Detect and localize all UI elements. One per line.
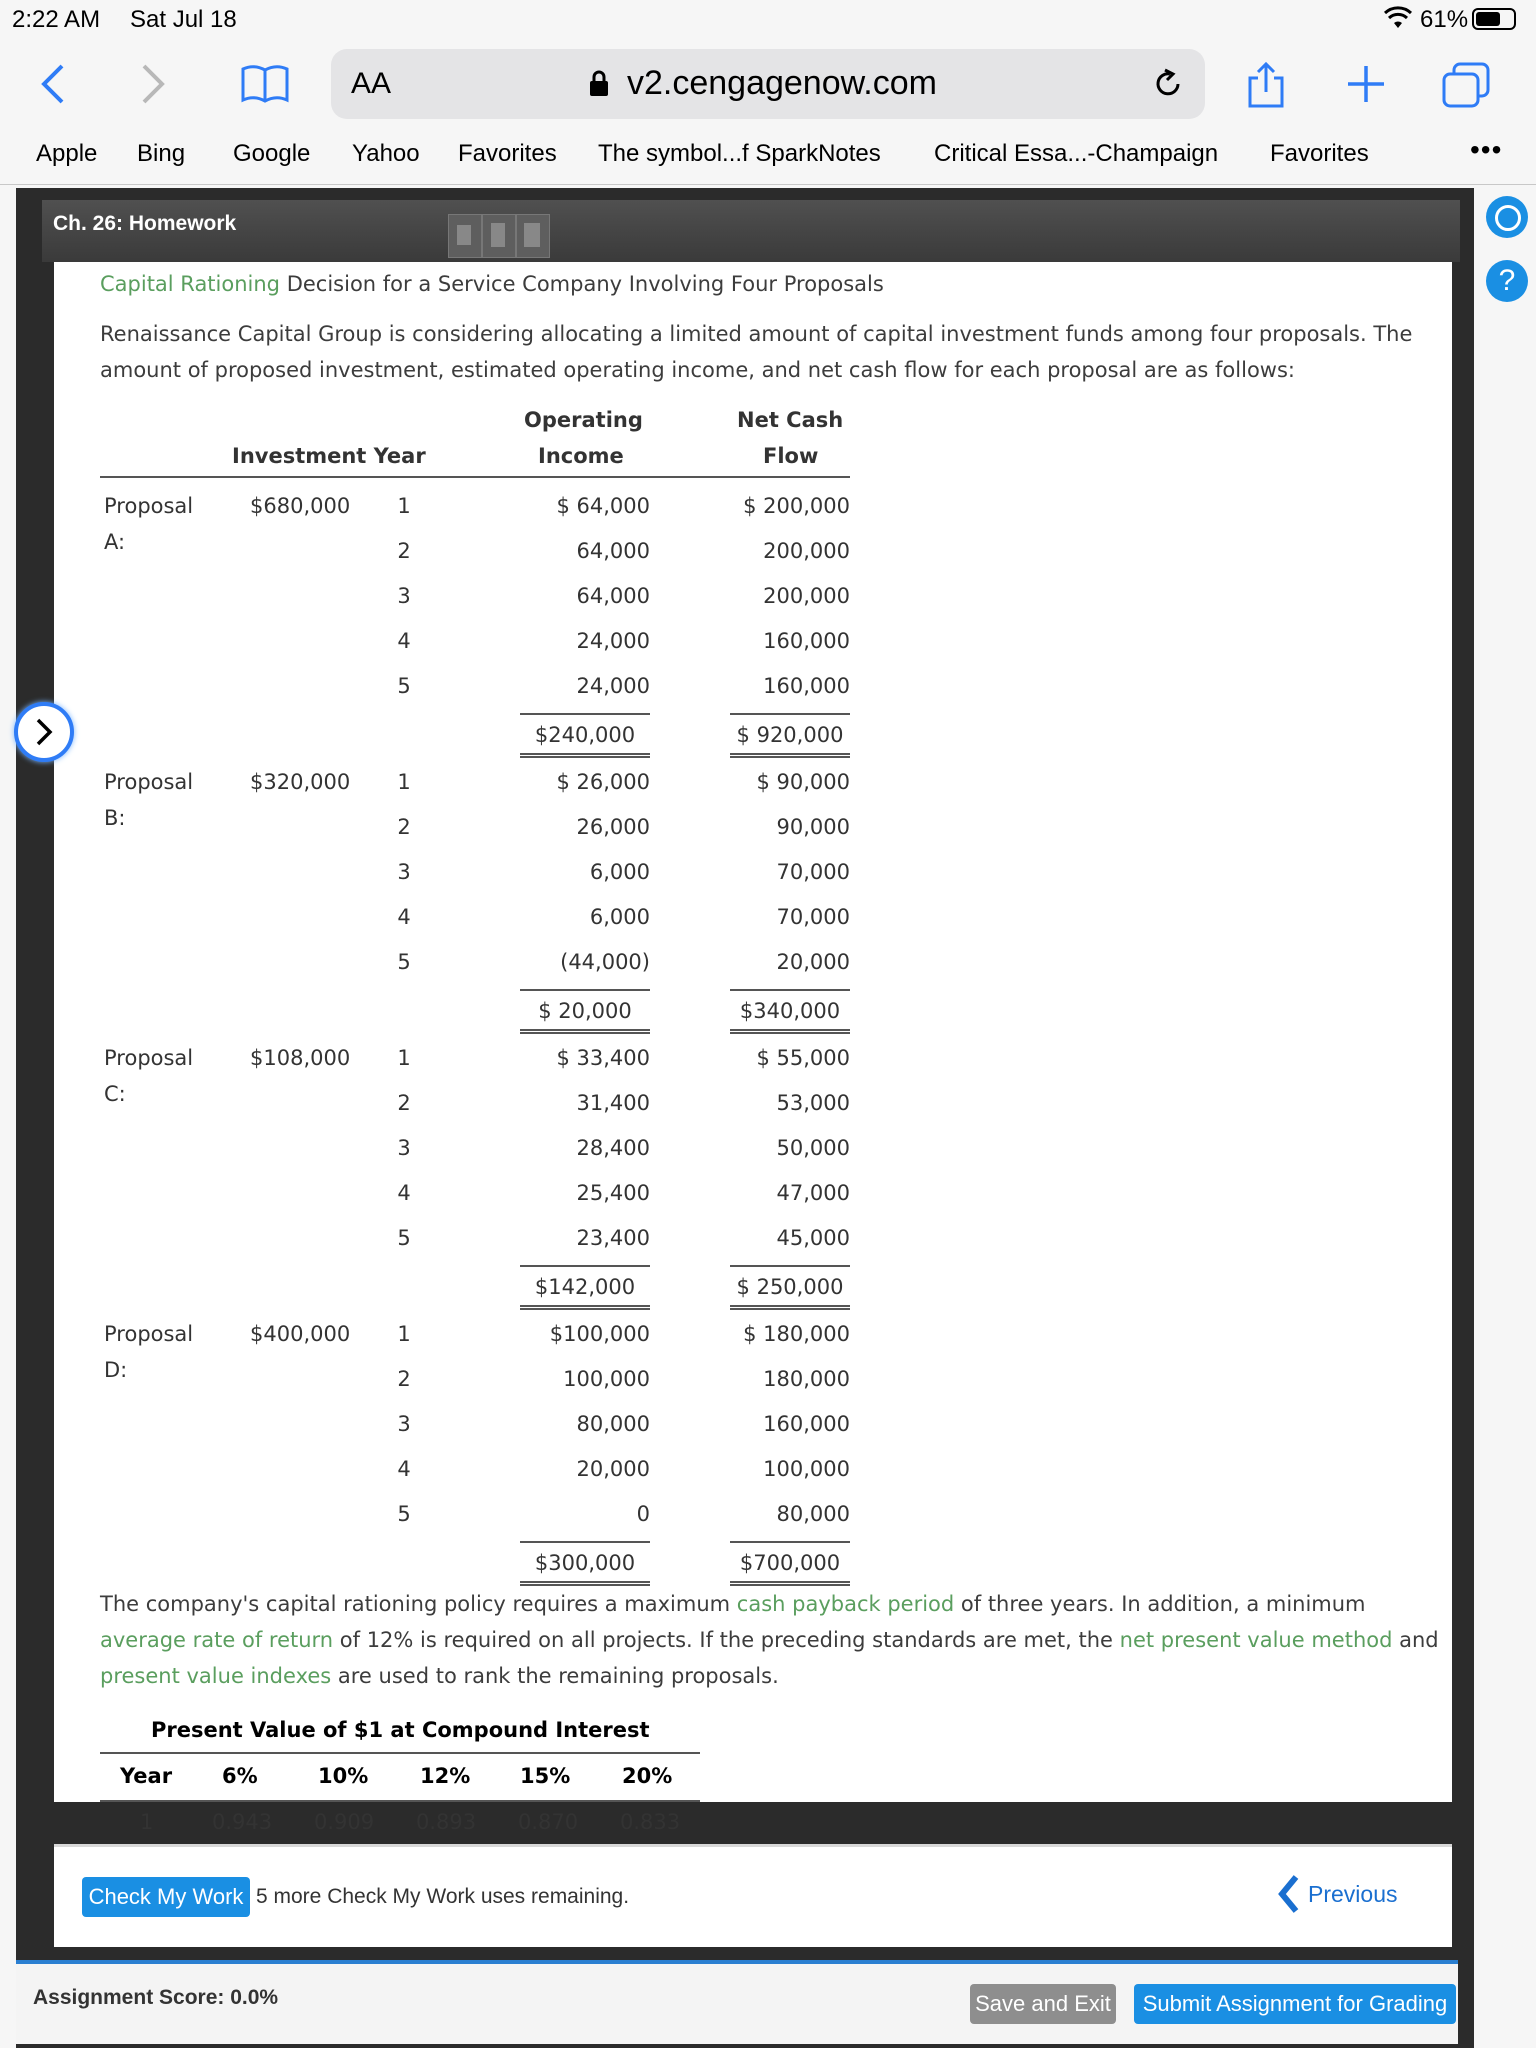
favorite-google[interactable]: Google: [233, 140, 311, 167]
income-total-double-rule: [520, 753, 650, 758]
more-icon[interactable]: •••: [1470, 134, 1503, 165]
year-cell: 4: [397, 629, 411, 653]
cash-subtotal-rule: [730, 713, 850, 715]
save-and-exit-button[interactable]: Save and Exit: [970, 1984, 1116, 2024]
assignment-bar: [16, 1960, 1458, 2044]
cash-flow-total: $340,000: [739, 999, 841, 1023]
check-work-footer: Check My Work 5 more Check My Work uses remaining. Previous: [54, 1844, 1452, 1947]
ebook-icon[interactable]: [448, 214, 482, 258]
year-cell: 5: [397, 950, 411, 974]
year-cell: 5: [397, 1226, 411, 1250]
pv-header-15: 15%: [520, 1764, 571, 1788]
status-date: Sat Jul 18: [130, 6, 237, 33]
cash-flow-cell: 50,000: [776, 1136, 850, 1160]
proposal-investment: $320,000: [250, 770, 351, 794]
proposal-label: Proposal: [104, 1322, 194, 1346]
pv-header-6: 6%: [222, 1764, 258, 1788]
policy-text: and: [1392, 1628, 1439, 1652]
proposal-label: Proposal: [104, 494, 194, 518]
proposal-letter: C:: [104, 1082, 126, 1106]
income-total: $142,000: [534, 1275, 636, 1299]
income-cell: (44,000): [560, 950, 650, 974]
income-subtotal-rule: [520, 1265, 650, 1267]
chevron-left-icon: [1276, 1873, 1302, 1915]
income-cell: 6,000: [589, 860, 650, 884]
cash-flow-cell: 45,000: [776, 1226, 850, 1250]
income-cell: 28,400: [576, 1136, 650, 1160]
cash-flow-cell: $ 180,000: [743, 1322, 850, 1346]
year-cell: 1: [397, 494, 411, 518]
status-bar: [0, 0, 1536, 40]
pv-cell-6: 0.943: [212, 1810, 273, 1834]
cash-flow-cell: 90,000: [776, 815, 850, 839]
policy-text: of three years. In addition, a minimum: [954, 1592, 1366, 1616]
pv-header-12: 12%: [420, 1764, 471, 1788]
cash-flow-cell: 20,000: [776, 950, 850, 974]
pv-header-20: 20%: [622, 1764, 673, 1788]
income-subtotal-rule: [520, 989, 650, 991]
cash-subtotal-rule: [730, 989, 850, 991]
forward-icon[interactable]: [138, 62, 168, 106]
wifi-icon: [1384, 8, 1412, 30]
income-cell: $ 33,400: [556, 1046, 650, 1070]
year-cell: 2: [397, 815, 411, 839]
homework-title: Ch. 26: Homework: [53, 212, 237, 235]
income-cell: 0: [636, 1502, 650, 1526]
policy-text: are used to rank the remaining proposals.: [331, 1664, 779, 1688]
new-tab-icon[interactable]: [1346, 64, 1386, 104]
glossary-link[interactable]: present value indexes: [100, 1664, 332, 1688]
proposal-investment: $400,000: [250, 1322, 351, 1346]
proposal-investment: $680,000: [250, 494, 351, 518]
cash-flow-cell: $ 55,000: [756, 1046, 850, 1070]
bookmarks-icon[interactable]: [240, 64, 290, 104]
favorite-bing[interactable]: Bing: [137, 140, 186, 167]
income-cell: 20,000: [576, 1457, 650, 1481]
favorite-yahoo[interactable]: Yahoo: [352, 140, 420, 167]
cash-flow-cell: $ 200,000: [743, 494, 850, 518]
help-icon[interactable]: ?: [1486, 260, 1528, 302]
year-cell: 4: [397, 1457, 411, 1481]
cash-flow-cell: 160,000: [763, 674, 850, 698]
year-cell: 4: [397, 1181, 411, 1205]
cash-flow-cell: 70,000: [776, 860, 850, 884]
cash-total-double-rule: [730, 1029, 850, 1034]
chat-support-icon[interactable]: [1486, 196, 1528, 238]
pv-cell-15: 0.870: [518, 1810, 579, 1834]
lock-icon: [589, 69, 609, 97]
income-subtotal-rule: [520, 1541, 650, 1543]
cash-flow-cell: 100,000: [763, 1457, 850, 1481]
problem-intro: Renaissance Capital Group is considering allocating a limited amount of capital investment funds among four proposals. The amount of proposed investment, estimated operating income, and net cash flow for each proposal are as follows:: [100, 322, 1413, 382]
income-cell: 64,000: [576, 539, 650, 563]
status-time: 2:22 AM: [12, 6, 101, 33]
income-cell: 26,000: [576, 815, 650, 839]
income-total: $240,000: [534, 723, 636, 747]
policy-text: The company's capital rationing policy requires a maximum: [100, 1592, 737, 1616]
chevron-right-icon: [18, 706, 70, 758]
header-investment-year: Investment Year: [232, 444, 426, 468]
reload-icon[interactable]: [1151, 67, 1185, 101]
income-cell: 25,400: [576, 1181, 650, 1205]
favorite-favorites[interactable]: Favorites: [458, 140, 557, 167]
proposal-label: Proposal: [104, 770, 194, 794]
tabs-overview-icon[interactable]: [1442, 62, 1490, 108]
favorite-apple[interactable]: Apple: [36, 140, 98, 167]
income-total-double-rule: [520, 1029, 650, 1034]
header-net-cash: Net Cash: [737, 408, 844, 432]
income-cell: 64,000: [576, 584, 650, 608]
income-total: $ 20,000: [538, 999, 632, 1023]
cash-flow-cell: 160,000: [763, 629, 850, 653]
income-total-double-rule: [520, 1305, 650, 1310]
share-icon[interactable]: [1246, 60, 1286, 110]
pv-cell-year: 1: [140, 1810, 154, 1834]
year-cell: 5: [397, 674, 411, 698]
pv-table-title: Present Value of $1 at Compound Interest: [151, 1718, 650, 1742]
year-cell: 2: [397, 1091, 411, 1115]
cash-flow-cell: 180,000: [763, 1367, 850, 1391]
year-cell: 3: [397, 584, 411, 608]
income-cell: $ 64,000: [556, 494, 650, 518]
year-cell: 3: [397, 1136, 411, 1160]
header-flow: Flow: [763, 444, 819, 468]
proposal-letter: A:: [104, 530, 126, 554]
calculator-icon[interactable]: [482, 214, 516, 258]
battery-percent: 61%: [1420, 6, 1469, 33]
cash-flow-cell: 200,000: [763, 539, 850, 563]
problem-content: [54, 262, 1452, 1834]
remaining-uses-text: 5 more Check My Work uses remaining.: [256, 1885, 630, 1908]
homework-header: [42, 200, 1460, 262]
url-text[interactable]: v2.cengagenow.com: [627, 64, 937, 102]
cash-total-double-rule: [730, 1305, 850, 1310]
glossary-link[interactable]: cash payback period: [736, 1592, 955, 1616]
cash-flow-total: $ 920,000: [736, 723, 844, 747]
cash-flow-total: $ 250,000: [736, 1275, 844, 1299]
cash-flow-cell: 160,000: [763, 1412, 850, 1436]
income-cell: 80,000: [576, 1412, 650, 1436]
cash-flow-cell: 53,000: [776, 1091, 850, 1115]
address-bar[interactable]: [331, 49, 1205, 119]
back-icon[interactable]: [38, 62, 68, 106]
year-cell: 5: [397, 1502, 411, 1526]
check-my-work-button[interactable]: Check My Work: [82, 1877, 250, 1917]
income-cell: 23,400: [576, 1226, 650, 1250]
cash-flow-cell: 80,000: [776, 1502, 850, 1526]
glossary-link[interactable]: net present value method: [1119, 1628, 1393, 1652]
cash-flow-total: $700,000: [739, 1551, 841, 1575]
notes-icon[interactable]: [516, 214, 550, 258]
proposal-letter: D:: [104, 1358, 128, 1382]
cash-flow-cell: 47,000: [776, 1181, 850, 1205]
income-total: $300,000: [534, 1551, 636, 1575]
income-subtotal-rule: [520, 713, 650, 715]
policy-paragraph: [100, 1586, 1440, 1694]
favorite-favorites-2[interactable]: Favorites: [1270, 140, 1369, 167]
favorite-sparknotes[interactable]: The symbol...f SparkNotes: [598, 140, 881, 167]
header-income: Income: [538, 444, 624, 468]
year-cell: 1: [397, 1322, 411, 1346]
capital-rationing-link[interactable]: Capital Rationing: [100, 272, 281, 296]
toolbar-divider: [0, 184, 1536, 185]
battery-icon: [1472, 8, 1516, 30]
pv-header-year: Year: [120, 1764, 173, 1788]
pv-header-rule: [100, 1800, 700, 1802]
year-cell: 2: [397, 1367, 411, 1391]
cash-flow-cell: 70,000: [776, 905, 850, 929]
year-cell: 1: [397, 770, 411, 794]
pv-cell-20: 0.833: [620, 1810, 681, 1834]
income-cell: 24,000: [576, 629, 650, 653]
text-size-button[interactable]: AA: [351, 67, 392, 100]
year-cell: 3: [397, 860, 411, 884]
year-cell: 1: [397, 1046, 411, 1070]
pv-header-10: 10%: [318, 1764, 369, 1788]
assignment-score: Assignment Score: 0.0%: [33, 1986, 279, 2009]
cash-flow-cell: $ 90,000: [756, 770, 850, 794]
pv-cell-10: 0.909: [314, 1810, 375, 1834]
submit-assignment-button[interactable]: Submit Assignment for Grading: [1134, 1984, 1456, 2024]
cash-subtotal-rule: [730, 1541, 850, 1543]
income-cell: 31,400: [576, 1091, 650, 1115]
favorite-critical-essa[interactable]: Critical Essa...-Champaign: [934, 140, 1219, 167]
proposal-label: Proposal: [104, 1046, 194, 1070]
cash-total-double-rule: [730, 753, 850, 758]
income-cell: 24,000: [576, 674, 650, 698]
income-cell: 100,000: [563, 1367, 650, 1391]
cash-subtotal-rule: [730, 1265, 850, 1267]
cash-flow-cell: 200,000: [763, 584, 850, 608]
income-cell: 6,000: [589, 905, 650, 929]
pv-cell-12: 0.893: [416, 1810, 477, 1834]
income-cell: $ 26,000: [556, 770, 650, 794]
problem-heading: Capital Rationing Decision for a Service Company Involving Four Proposals: [100, 272, 884, 296]
year-cell: 4: [397, 905, 411, 929]
header-operating: Operating: [524, 408, 643, 432]
year-cell: 3: [397, 1412, 411, 1436]
proposal-letter: B:: [104, 806, 126, 830]
pv-title-rule: [100, 1752, 700, 1754]
header-rule: [100, 476, 850, 478]
income-cell: $100,000: [549, 1322, 650, 1346]
expand-panel-button[interactable]: [14, 702, 74, 762]
policy-text: of 12% is required on all projects. If the preceding standards are met, the: [333, 1628, 1120, 1652]
year-cell: 2: [397, 539, 411, 563]
proposal-investment: $108,000: [250, 1046, 351, 1070]
glossary-link[interactable]: average rate of return: [100, 1628, 334, 1652]
